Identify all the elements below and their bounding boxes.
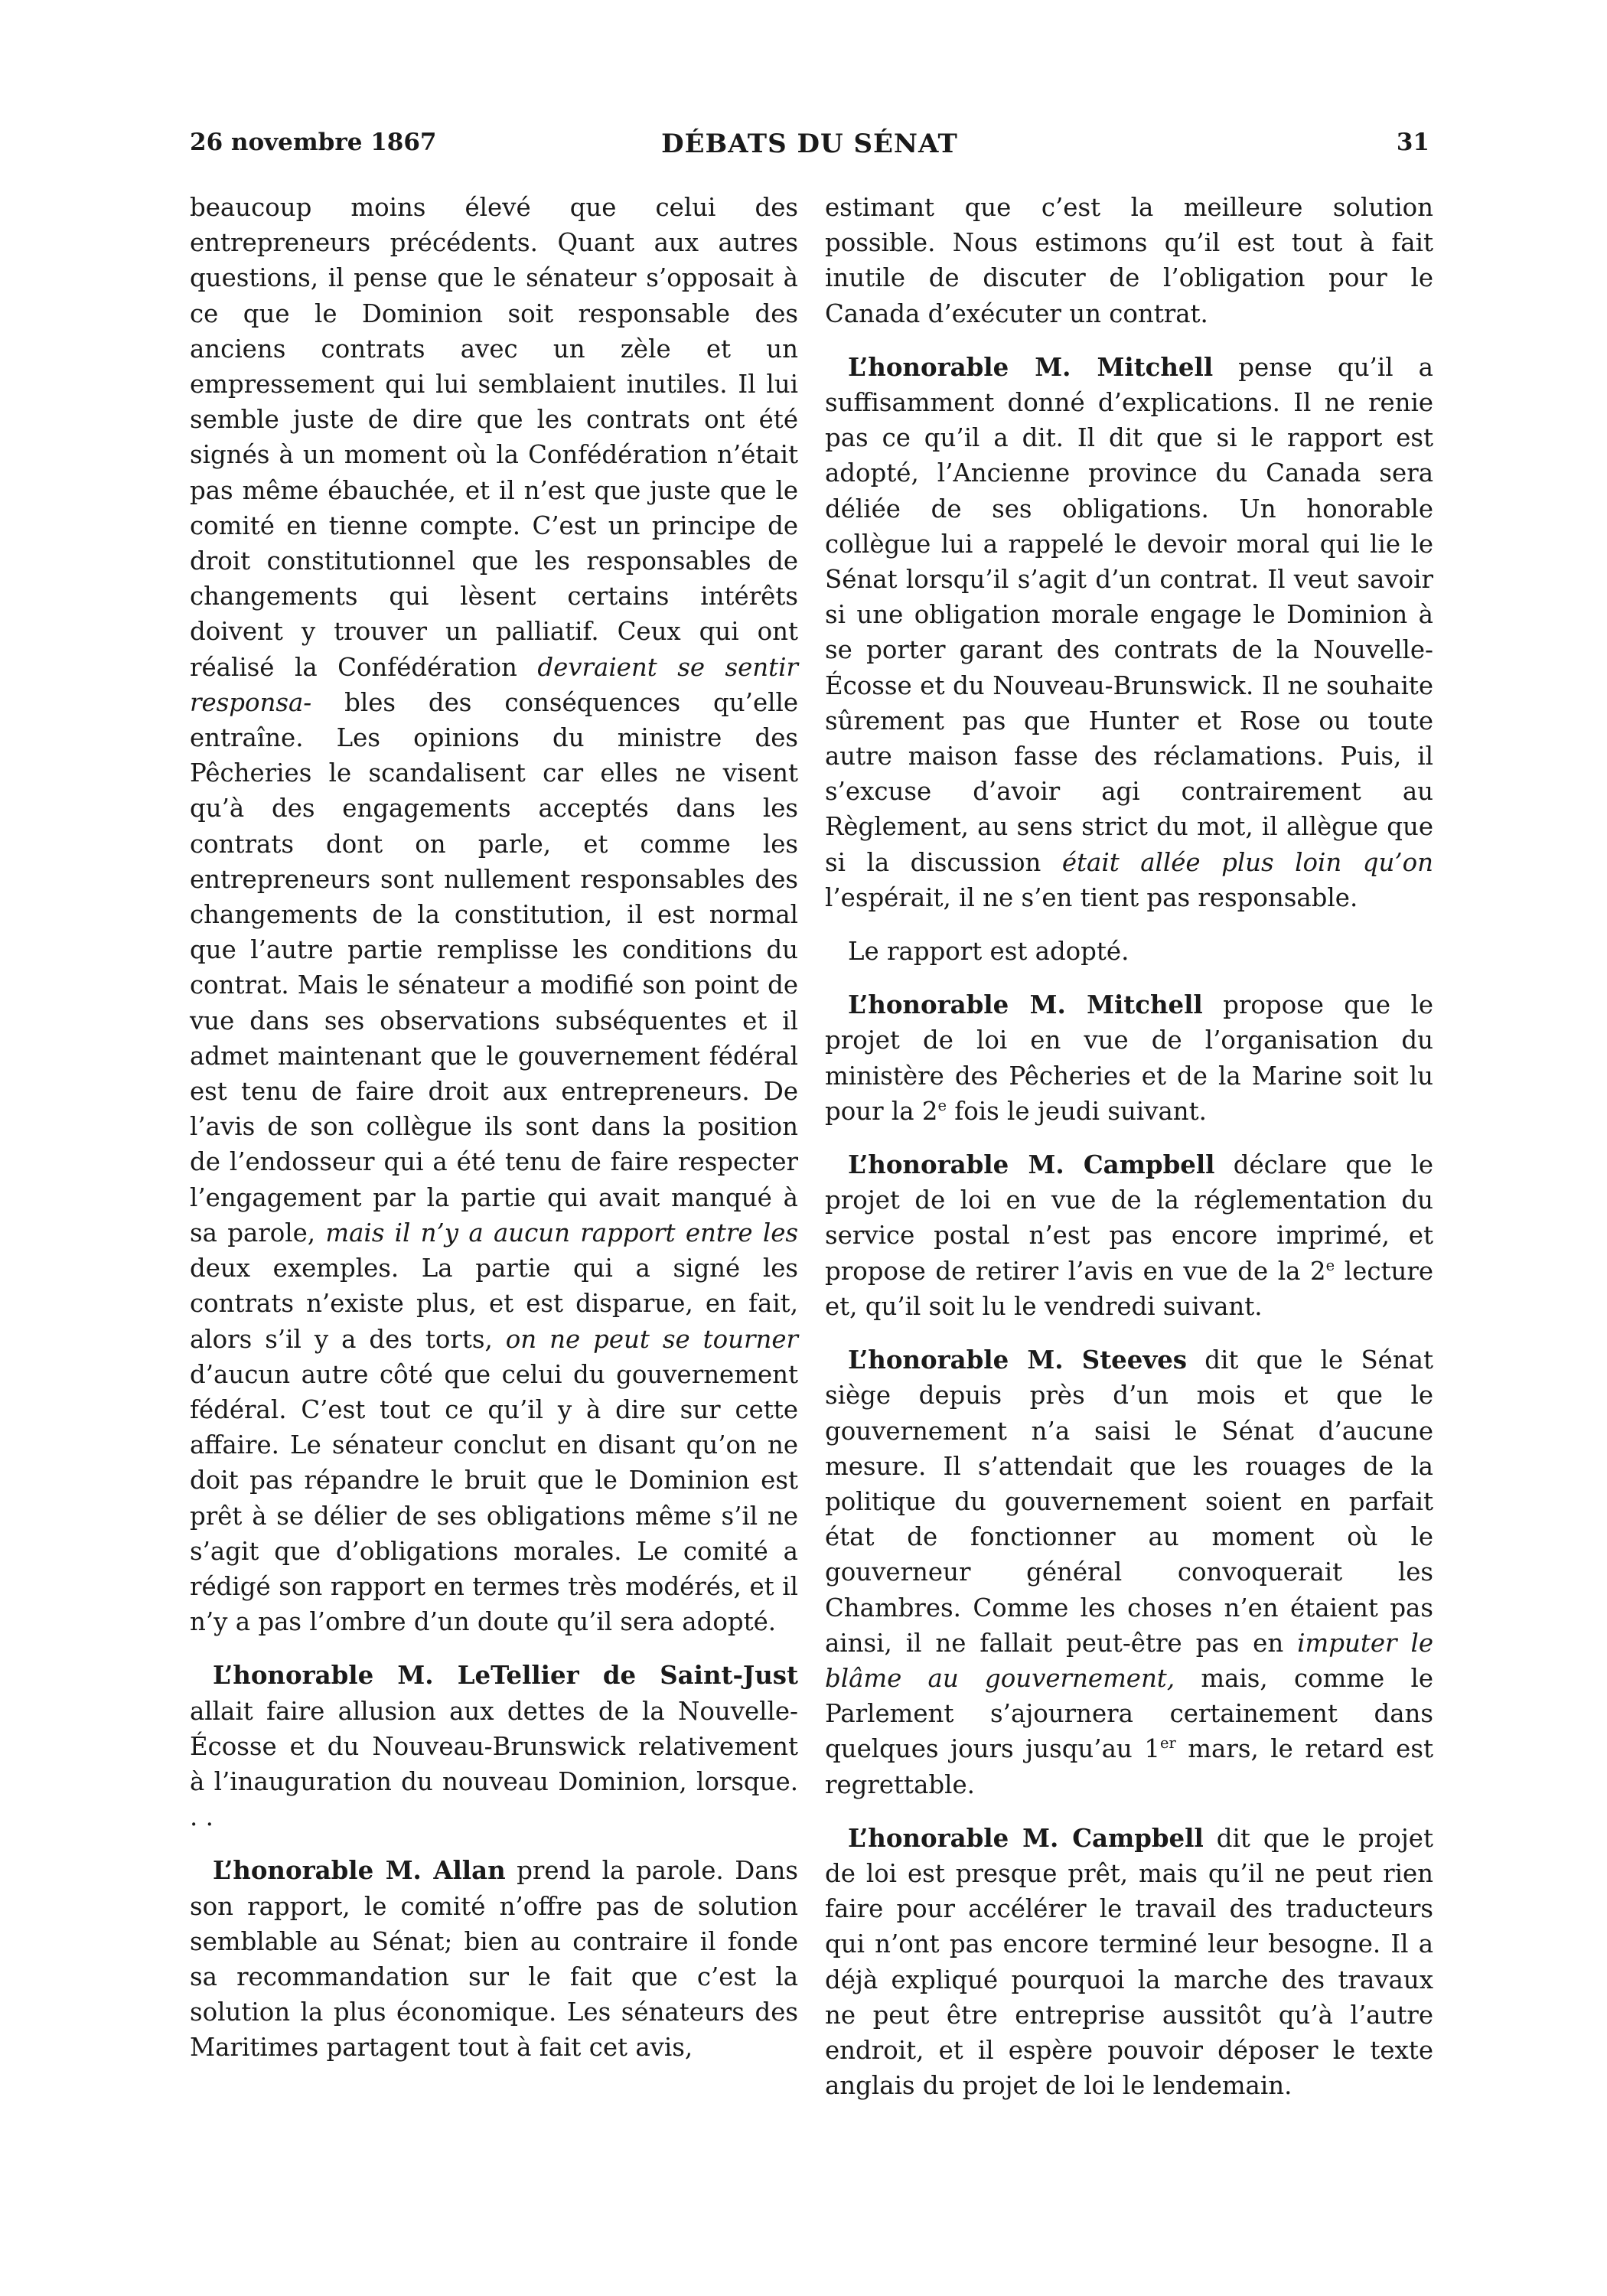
- paragraph-letellier: L’honorable M. LeTellier de Saint-Just allait faire allusion aux dettes de la Nouvelle-Écosse et du Nouveau-Brunswick relativement à l’inauguration du nouveau Dominion, lorsque. . .: [190, 1661, 798, 1832]
- left-column: [190, 190, 798, 2084]
- header-date: 26 novembre 1867: [190, 129, 437, 156]
- paragraph-steeves: L’honorable M. Steeves dit que le Sénat siège depuis près d’un mois et que le gouvernement n’a saisi le Sénat d’aucune mesure. Il s’attendait que les rouages de la politique du gouvernement soient en parfait état de fonctionner au moment où le gouverneur général convoquerait les Chambres. Comme les choses n’en étaient pas ainsi, il ne fallait peut-être pas en imputer le blâme au gouvernement, mais, comme le Parlement s’ajournera certainement dans quelques jours jusqu’au 1er mars, le retard est regrettable.: [825, 1345, 1434, 1799]
- header-title: DÉBATS DU SÉNAT: [661, 129, 958, 159]
- paragraph-report-adopted: Le rapport est adopté.: [848, 937, 1129, 967]
- speaker-name: L’honorable M. Mitchell: [848, 990, 1203, 1020]
- paragraph-mitchell: L’honorable M. Mitchell pense qu’il a suffisamment donné d’explications. Il ne renie pas ce qu’il a dit. Il dit que si le rapport est adopté, l’Ancienne province du Canada sera déliée de ses obligations. Un honorable collègue lui a rappelé le devoir moral qui lie le Sénat lorsqu’il s’agit d’un contrat. Il veut savoir si une obligation morale engage le Dominion à se porter garant des contrats de la Nouvelle-Écosse et du Nouveau-Brunswick. Il ne souhaite sûrement pas que Hunter et Rose ou toute autre maison fasse des réclamations. Puis, il s’excuse d’avoir agi contrairement au Règlement, au sens strict du mot, il allègue que si la discussion était allée plus loin qu’on l’espérait, il ne s’en tient pas responsable.: [825, 352, 1433, 912]
- paragraph-mitchell-proposal: L’honorable M. Mitchell propose que le projet de loi en vue de l’organisation du ministère des Pêcheries et de la Marine soit lu pour la 2e fois le jeudi suivant.: [825, 990, 1433, 1126]
- speaker-name: L’honorable M. Campbell: [848, 1150, 1215, 1180]
- speaker-name: L’honorable M. Campbell: [848, 1823, 1204, 1853]
- paragraph-campbell-bill: L’honorable M. Campbell dit que le projet de loi est presque prêt, mais qu’il ne peut rien faire pour accélérer le travail des traducteurs qui n’ont pas encore terminé leur besogne. Il a déjà expliqué pourquoi la marche des travaux ne peut être entreprise aussitôt qu’à l’autre endroit, et il espère pouvoir déposer le texte anglais du projet de loi le lendemain.: [825, 1823, 1433, 2101]
- speaker-name: L’honorable M. Steeves: [848, 1345, 1188, 1375]
- speaker-name: L’honorable M. Mitchell: [848, 352, 1214, 382]
- speaker-name: L’honorable M. LeTellier de Saint-Just: [213, 1661, 798, 1691]
- paragraph-continuation: estimant que c’est la meilleure solution possible. Nous estimons qu’il est tout à fait inutile de discuter de l’obligation pour le Canada d’exécuter un contrat.: [825, 193, 1433, 328]
- paragraph-campbell-postal: L’honorable M. Campbell déclare que le projet de loi en vue de la réglementation du service postal n’est pas encore imprimé, et propose de retirer l’avis en vue de la 2e lecture et, qu’il soit lu le vendredi suivant.: [825, 1150, 1434, 1321]
- paragraph-allan: L’honorable M. Allan prend la parole. Dans son rapport, le comité n’offre pas de solution semblable au Sénat; bien au contraire il fonde sa recommandation sur le fait que c’est la solution la plus économique. Les sénateurs des Maritimes partagent tout à fait cet avis,: [190, 1856, 798, 2063]
- page-number: 31: [1396, 129, 1429, 156]
- speaker-name: L’honorable M. Allan: [213, 1856, 506, 1886]
- page-header: [190, 129, 1429, 167]
- paragraph-continuation: beaucoup moins élevé que celui des entrepreneurs précédents. Quant aux autres questions, il pense que le sénateur s’opposait à ce que le Dominion soit responsable des anciens contrats avec un zèle et un empressement qui lui semblaient inutiles. Il lui semble juste de dire que les contrats ont été signés à un moment où la Confédération n’était pas même ébauchée, et il n’est que juste que le comité en tienne compte. C’est un principe de droit constitutionnel que les responsables de changements qui lèsent certains intérêts doivent y trouver un palliatif. Ceux qui ont réalisé la Confédération devraient se sentir responsa- bles des conséquences qu’elle entraîne. Les opinions du ministre des Pêcheries le scandalisent car elles ne visent qu’à des engagements acceptés dans les contrats dont on parle, et comme les entrepreneurs sont nullement responsables des changements de la constitution, il est normal que l’autre partie remplisse les conditions du contrat. Mais le sénateur a modifié son point de vue dans ses observations subséquentes et il admet maintenant que le gouvernement fédéral est tenu de faire droit aux entrepreneurs. De l’avis de son collègue ils sont dans la position de l’endosseur qui a été tenu de faire respecter l’engagement par la partie qui avait manqué à sa parole, mais il n’y a aucun rapport entre les deux exemples. La partie qui a signé les contrats n’existe plus, et est disparue, en fait, alors s’il y a des torts, on ne peut se tourner d’aucun autre côté que celui du gouvernement fédéral. C’est tout ce qu’il y à dire sur cette affaire. Le sénateur conclut en disant qu’on ne doit pas répandre le bruit que le Dominion est prêt à se délier de ses obligations même s’il ne s’agit que d’obligations morales. Le comité a rédigé son rapport en termes très modérés, et il n’y a pas l’ombre d’un doute qu’il sera adopté.: [190, 193, 799, 1637]
- right-column: [825, 190, 1433, 2122]
